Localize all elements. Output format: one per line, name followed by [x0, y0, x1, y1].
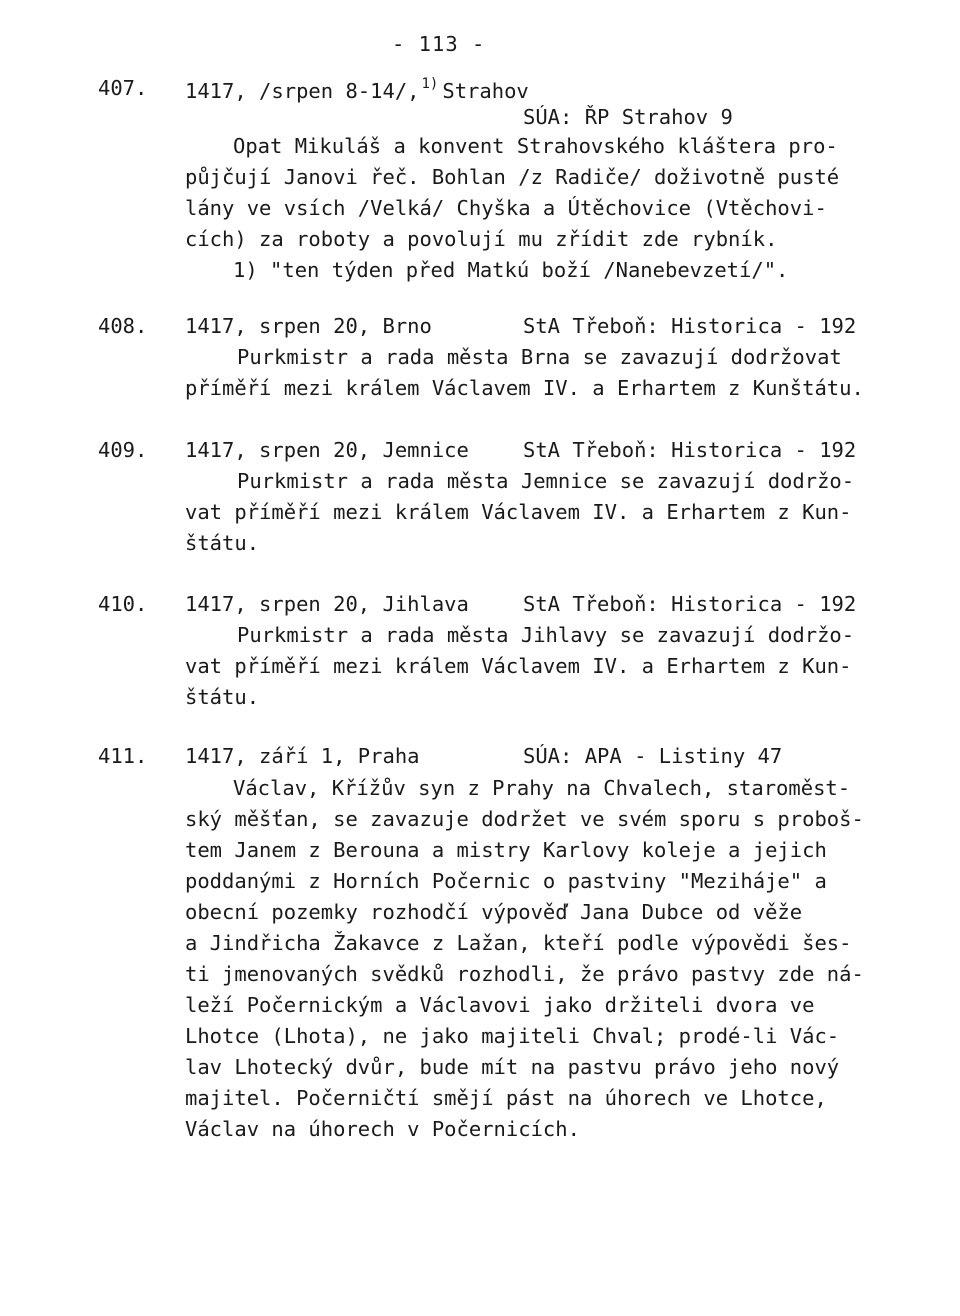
text-line: lav Lhotecký dvůr, bude mít na pastvu právo jeho nový	[185, 1055, 840, 1079]
footnote-marker: 1)	[421, 76, 439, 92]
text-line: tem Janem z Berouna a mistry Karlovy koleje a jejich	[185, 838, 827, 862]
text-line: Opat Mikuláš a konvent Strahovského kláštera pro-	[233, 134, 838, 158]
archive-reference: SÚA: APA - Listiny 47	[523, 744, 783, 768]
entry-header: 1417, srpen 20, Jihlava	[185, 592, 469, 616]
archive-reference: StA Třeboň: Historica - 192	[523, 438, 857, 462]
text-line: vat příměří mezi králem Václavem IV. a Erhartem z Kun-	[185, 654, 852, 678]
footnote-text: 1) "ten týden před Matkú boží /Nanebevzetí/".	[233, 258, 789, 282]
text-line: leží Počernickým a Václavovi jako držiteli dvora ve	[185, 993, 815, 1017]
entry-place: Strahov	[442, 79, 529, 103]
entry-date: 1417, /srpen 8-14/,	[185, 79, 420, 103]
text-line: štátu.	[185, 685, 260, 709]
archive-reference: StA Třeboň: Historica - 192	[523, 314, 857, 338]
text-line: ský měšťan, se zavazuje dodržet ve svém sporu s proboš-	[185, 807, 864, 831]
archive-reference: StA Třeboň: Historica - 192	[523, 592, 857, 616]
entry-header: 1417, srpen 20, Jemnice	[185, 438, 469, 462]
text-line: Václav, Křížův syn z Prahy na Chvalech, staroměst-	[233, 776, 851, 800]
text-line: a Jindřicha Žakavce z Lažan, kteří podle výpovědi šes-	[185, 931, 852, 955]
text-line: půjčují Janovi řeč. Bohlan /z Radiče/ doživotně pusté	[185, 165, 840, 189]
entry-number: 407.	[98, 76, 148, 100]
text-line: Purkmistr a rada města Jihlavy se zavazují dodržo-	[237, 623, 855, 647]
text-line: obecní pozemky rozhodčí výpověď Jana Dubce od věže	[185, 900, 803, 924]
archive-reference: SÚA: ŘP Strahov 9	[523, 105, 733, 129]
entry-header: 1417, září 1, Praha	[185, 744, 420, 768]
text-line: lány ve vsích /Velká/ Chyška a Útěchovice (Vtěchovi-	[185, 196, 827, 220]
entry-header: 1417, srpen 20, Brno	[185, 314, 432, 338]
text-line: poddanými z Horních Počernic o pastviny "Meziháje" a	[185, 869, 827, 893]
text-line: Purkmistr a rada města Jemnice se zavazují dodržo-	[237, 469, 855, 493]
text-line: vat příměří mezi králem Václavem IV. a Erhartem z Kun-	[185, 500, 852, 524]
entry-number: 411.	[98, 744, 148, 768]
text-line: Lhotce (Lhota), ne jako majiteli Chval; prodé-li Vác-	[185, 1024, 840, 1048]
entry-number: 409.	[98, 438, 148, 462]
text-line: příměří mezi králem Václavem IV. a Erhartem z Kunštátu.	[185, 376, 864, 400]
text-line: cích) za roboty a povolují mu zřídit zde rybník.	[185, 227, 778, 251]
text-line: Václav na úhorech v Počernicích.	[185, 1117, 580, 1141]
entry-number: 408.	[98, 314, 148, 338]
text-line: Purkmistr a rada města Brna se zavazují dodržovat	[237, 345, 842, 369]
entry-number: 410.	[98, 592, 148, 616]
text-line: majitel. Počerničtí smějí pást na úhorech ve Lhotce,	[185, 1086, 827, 1110]
text-line: štátu.	[185, 531, 260, 555]
text-line: ti jmenovaných svědků rozhodli, že právo pastvy zde ná-	[185, 962, 864, 986]
entry-header	[185, 76, 529, 103]
page-number: - 113 -	[392, 32, 486, 56]
